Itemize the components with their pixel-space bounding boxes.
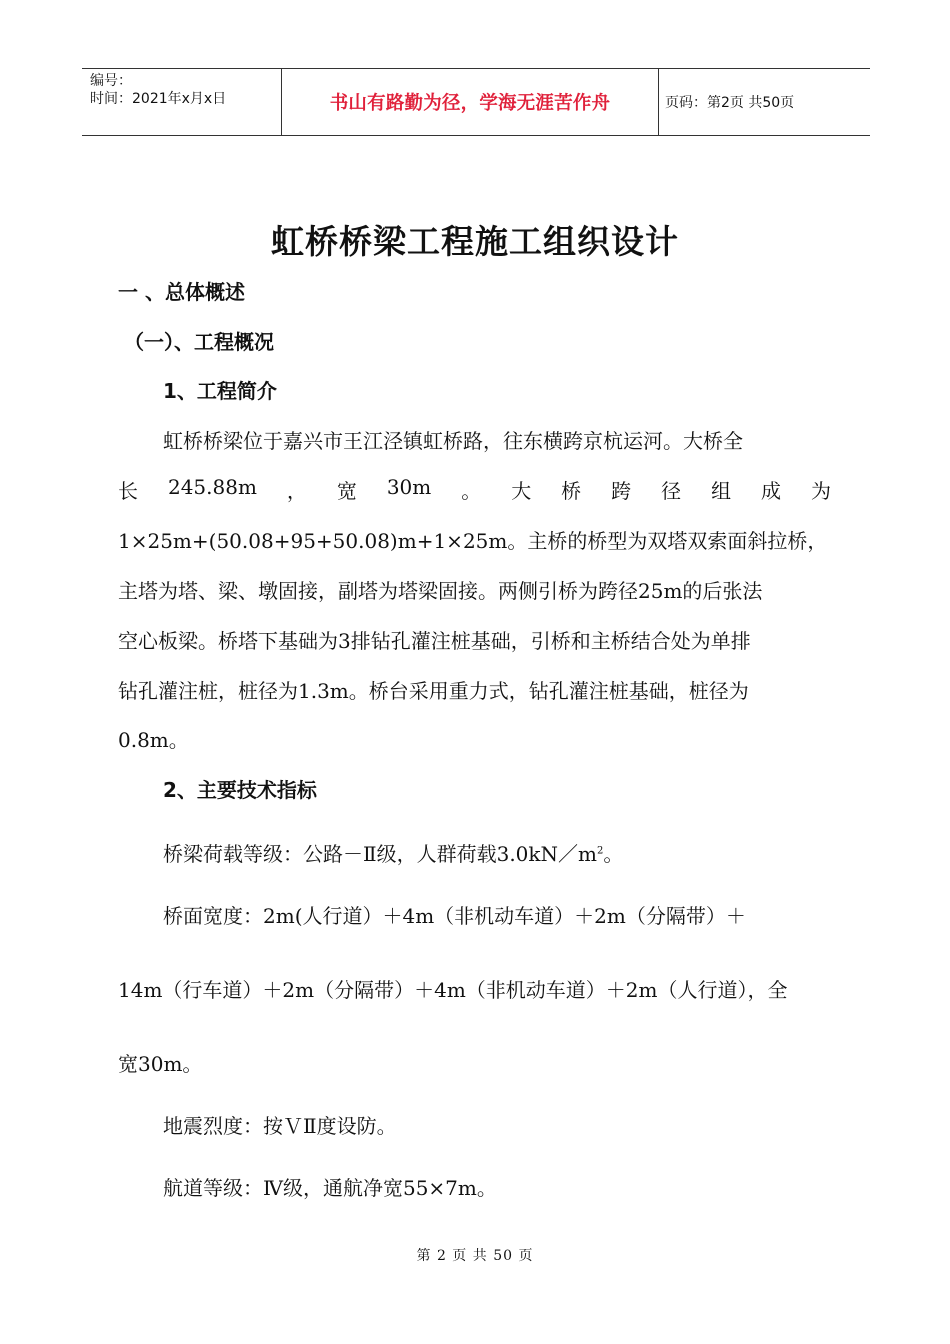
page-footer: 第 2 页 共 50 页 xyxy=(416,1248,534,1264)
subsection-heading-intro: 1、工程简介 xyxy=(163,379,277,403)
intro-word: 宽 xyxy=(336,479,357,503)
intro-word: ， xyxy=(286,479,307,503)
intro-line-7: 0.8m。 xyxy=(118,728,189,752)
intro-line-5: 空心板梁。桥塔下基础为3排钻孔灌注桩基础，引桥和主桥结合处为单排 xyxy=(118,629,751,653)
intro-word: 30m xyxy=(386,475,432,499)
intro-line-1: 虹桥桥梁位于嘉兴市王江泾镇虹桥路，往东横跨京杭运河。大桥全 xyxy=(163,429,743,453)
intro-word: 245.88m xyxy=(167,475,257,499)
intro-word: 桥 xyxy=(561,479,582,503)
document-title: 虹桥桥梁工程施工组织设计 xyxy=(271,222,679,261)
header-page-info: 页码：第2页 共50页 xyxy=(665,95,795,111)
intro-word: 成 xyxy=(761,479,782,503)
spec-load-text: 桥梁荷载等级：公路－Ⅱ级，人群荷载3.0kN／m xyxy=(163,842,597,866)
spec-deck-width-line-1: 桥面宽度：2m(人行道）＋4m（非机动车道）＋2m（分隔带）＋ xyxy=(163,904,746,928)
intro-word: 组 xyxy=(711,479,732,503)
intro-line-3: 1×25m+(50.08+95+50.08)m+1×25m。主桥的桥型为双塔双索面斜拉桥， xyxy=(118,529,828,553)
intro-line-4: 主塔为塔、梁、墩固接，副塔为塔梁固接。两侧引桥为跨径25m的后张法 xyxy=(118,579,763,603)
page-header xyxy=(82,68,870,136)
subsection-heading-tech-specs: 2、主要技术指标 xyxy=(163,778,317,802)
spec-seismic-intensity: 地震烈度：按ＶⅡ度设防。 xyxy=(163,1114,397,1138)
intro-word: 长 xyxy=(118,479,138,503)
spec-deck-width-line-3: 宽30m。 xyxy=(118,1052,203,1076)
intro-word: 为 xyxy=(811,479,831,503)
header-meta xyxy=(82,69,282,135)
intro-word: 。 xyxy=(461,479,482,503)
spec-load-rating xyxy=(163,838,623,867)
header-motto: 书山有路勤为径，学海无涯苦作舟 xyxy=(329,93,611,114)
document-number-label: 编号： xyxy=(90,73,132,89)
intro-word: 跨 xyxy=(611,479,632,503)
intro-word: 大 xyxy=(511,479,532,503)
spec-deck-width-line-2: 14m（行车道）＋2m（分隔带）＋4m（非机动车道）＋2m（人行道），全 xyxy=(118,978,788,1002)
header-motto-cell xyxy=(282,69,659,135)
document-time-label: 时间：2021年x月x日 xyxy=(90,91,227,107)
spec-channel-grade: 航道等级：Ⅳ级，通航净宽55×7m。 xyxy=(163,1176,497,1200)
intro-line-6: 钻孔灌注桩，桩径为1.3m。桥台采用重力式，钻孔灌注桩基础，桩径为 xyxy=(118,679,749,703)
intro-line-2 xyxy=(118,475,831,504)
intro-word: 径 xyxy=(661,479,682,503)
spec-load-end: 。 xyxy=(603,842,624,866)
section-heading-project-overview: （一）、工程概况 xyxy=(124,330,274,354)
section-heading-overview: 一 、总体概述 xyxy=(118,280,245,304)
spec-load-superscript: 2 xyxy=(596,845,604,857)
